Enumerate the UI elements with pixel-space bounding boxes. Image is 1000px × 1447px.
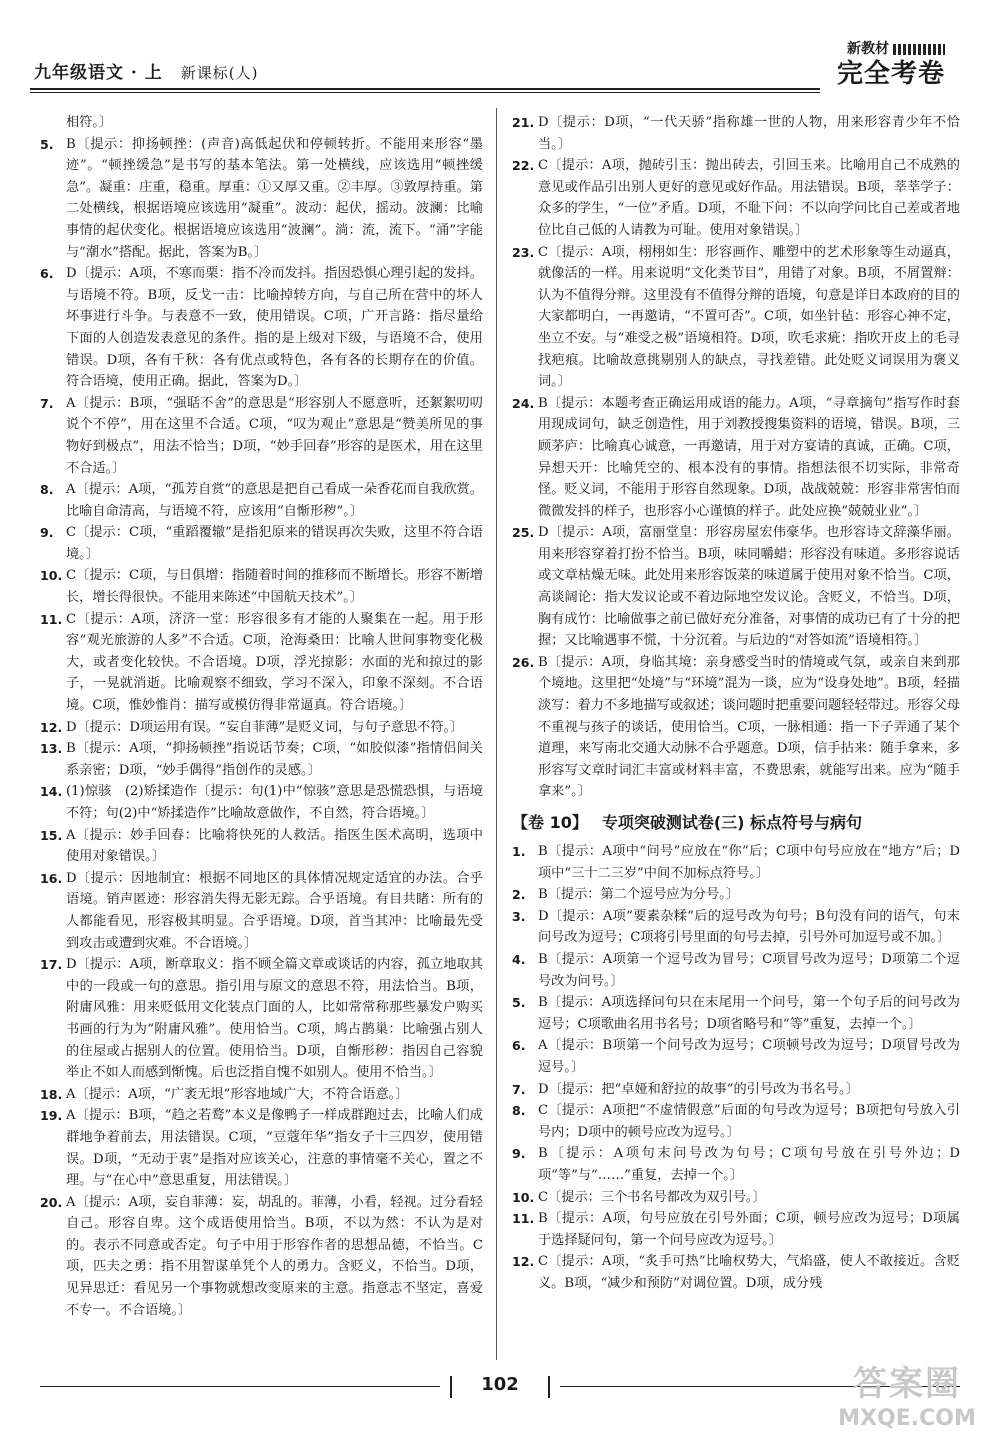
answer-number: 23. [512,244,535,260]
answer-text: A〔提示：A项，妄自菲薄：妄，胡乱的。菲薄，小看，轻视。过分看轻自己。形容自卑。这个成语使用恰当。B项，不以为然：不认为是对的。表示不同意或否定。句子中用于形容作者的思想品德，不恰当。C项，匹夫之勇：指不用智谋单凭个人的勇力。含贬义，不恰当。D项，见异思迁：看见另一个事物就想改变原来的主意。指意志不坚定，喜爱不专一。不合语境。〕 [66,1194,483,1318]
answer-item [40,609,483,717]
book-title [34,58,258,83]
answer-text: D〔提示：因地制宜：根据不同地区的具体情况规定适宜的办法。合乎语境。销声匿迹：形容消失得无影无踪。合乎语境。有目共睹：所有的人都能看见，形容极其明显。合乎语境。D项，首当其冲：比喻最先受到攻击或遭到灾难。不合语境。〕 [66,870,483,951]
answer-item [40,393,483,479]
page-number: 102 [481,1374,519,1395]
answer-item [40,717,483,739]
answer-item [512,949,960,992]
answer-item [40,954,483,1084]
answer-number: 7. [512,1081,526,1097]
answer-text: C〔提示：A项，“炙手可热”比喻权势大，气焰盛，使人不敢接近。含贬义。B项，“减少和预防”对调位置。D项，成分残 [538,1254,960,1291]
answer-text: C〔提示：三个书名号都改为双引号。〕 [538,1189,766,1205]
brand-stripe-icon [893,44,945,55]
answer-number: 17. [40,957,63,973]
answer-item [512,906,960,949]
answer-text: B〔提示：A项选择问句只在末尾用一个问号，第一个句子后的问号改为逗号；C项歌曲名用书名号；D项省略号和“等”重复，去掉一个。〕 [538,995,960,1032]
answer-number: 6. [512,1038,526,1054]
answer-item [512,1035,960,1078]
header-rule [30,88,820,90]
answer-number: 11. [512,1211,535,1227]
answer-number: 24. [512,395,535,411]
answer-text: B〔提示：本题考查正确运用成语的能力。A项，“寻章摘句”指写作时套用现成词句，缺乏创造性，用于刘教授搜集资料的语境，错误。B项，三顾茅庐：比喻真心诚意，一再邀请，用于对方宴请的真诚，正确。C项，异想天开：比喻凭空的、根本没有的事情。指想法很不切实际，非常奇怪。贬义词，不能用于形容自然现象。D项，战战兢兢：形容非常害怕而微微发抖的样子，也形容小心谨慎的样子。此处应换“兢兢业业”。〕 [538,395,960,519]
answer-number: 19. [40,1108,63,1124]
answer-number: 8. [512,1103,526,1119]
answers-volume-10 [512,841,960,1294]
answer-text: D〔提示：A项，不寒而栗：指不冷而发抖。指因恐惧心理引起的发抖。与语境不符。B项，反戈一击：比喻掉转方向，与自己所在营中的坏人坏事进行斗争。与表意不一致，使用错误。C项，广开言路：指尽量给下面的人创造发表意见的条件。指的是上级对下级，与语境不合，使用错误。D项，各有千秋：各有优点或特色，各有各的长期存在的价值。符合语境，使用正确。据此，答案为D。〕 [66,266,483,390]
grade-subject: 九年级语文 · 上 [34,63,163,83]
brand-name: 完全考卷 [836,59,945,89]
answer-item [512,992,960,1035]
answer-item [512,652,960,803]
answer-item [512,841,960,884]
answer-number: 10. [40,568,63,584]
answer-number: 5. [40,136,54,152]
answer-text: B〔提示：抑扬顿挫：(声音)高低起伏和停顿转折。不能用来形容“墨迹”。“顿挫缓急”是书写的基本笔法。第一处横线，应该选用“顿挫缓急”。凝重：庄重，稳重。厚重：①又厚又重。②丰厚。③敦厚持重。第二处横线，根据语境应该选用“凝重”。波动：起伏，摇动。波澜：比喻事情的起伏变化。根据语境应该选用“波澜”。淌：流，流下。“涌”字能与“潮水”搭配。据此，答案为B。〕 [66,136,483,260]
answer-text: A〔提示：B项，“强聒不舍”的意思是“形容别人不愿意听，还絮絮叨叨说个不停”，用在这里不合适。C项，“叹为观止”意思是“赞美所见的事物好到极点”，用法不恰当；D项，“妙手回春”形容的是医术，用在这里不合适。〕 [66,395,483,476]
answer-text: D〔提示：把“卓娅和舒拉的故事”的引号改为书名号。〕 [538,1081,859,1097]
brand-logo [820,38,945,96]
left-column [40,112,483,1321]
answer-number: 26. [512,654,535,670]
answer-item [512,1187,960,1209]
answer-text: C〔提示：A项，抛砖引玉：抛出砖去，引回玉来。比喻用自己不成熟的意见或作品引出别人更好的意见或好作品。用法错误。B项，莘莘学子：众多的学生，“一位”矛盾。D项，不耻下问：不以向学问比自己差或者地位比自己低的人请教为可耻。使用对象错误。〕 [538,158,960,238]
page-header [30,38,945,96]
answer-number: 12. [512,1254,535,1270]
answer-text: A〔提示：A项，“广袤无垠”形容地域广大，不符合语意。〕 [66,1086,409,1102]
answer-text: (1)惊骇 (2)矫揉造作〔提示：句(1)中“惊骇”意思是恐慌恐惧，与语境不符；句(2)中“矫揉造作”比喻故意做作，不自然，符合语境。〕 [66,784,483,821]
answer-number: 1. [512,844,526,859]
curriculum-standard: 新课标(人) [180,64,259,82]
answer-number: 8. [40,482,54,498]
answer-item [40,738,483,781]
answer-item [512,242,960,393]
answer-text: C〔提示：A项，济济一堂：形容很多有才能的人聚集在一起。用于形容“观光旅游的人多”不合适。C项，沧海桑田：比喻人世间事物变化极大，或者变化较快。不合语境。D项，浮光掠影：水面的光和掠过的影子，一晃就消逝。比喻观察不细致，学习不深入，印象不深刻。不合语境。C项，惟妙惟肖：描写或模仿得非常逼真。符合语境。〕 [66,611,483,714]
answer-number: 4. [512,951,526,967]
answer-item [40,479,483,522]
answer-text: D〔提示：D项运用有误。“妄自菲薄”是贬义词，与句子意思不符。〕 [66,719,464,735]
right-column [512,112,960,1294]
answer-text: B〔提示：A项句末问号改为句号；C项句号放在引号外边；D项“等”与“……”重复，去掉一个。〕 [538,1146,960,1183]
answer-text: C〔提示：A项把“不虚情假意”后面的句号改为逗号；B项把句号放入引号内；D项中的顿号应改为逗号。〕 [538,1103,960,1140]
answer-text: C〔提示：A项，栩栩如生：形容画作、雕塑中的艺术形象等生动逼真，就像活的一样。用来说明“文化类节目”，用错了对象。B项，不屑置辩：认为不值得分辩。这里没有不值得分辩的语境，句意是详日本政府的目的大家都明白，一再邀请，“不置可否”。C项，如坐针毡：形容心神不定，坐立不安。与“难受之极”语境相符。D项，吹毛求疵：指吹开皮上的毛寻找疤痕。比喻故意挑剔别人的缺点，寻找差错。此处贬义词误用为褒义词。〕 [538,244,960,390]
answer-number: 2. [512,887,526,903]
answer-text: A〔提示：妙手回春：比喻将快死的人救活。指医生医术高明，选项中使用对象错误。〕 [66,827,483,865]
answer-item [40,1084,483,1106]
answer-text: C〔提示：C项，“重蹈覆辙”是指犯原来的错误再次失败，这里不符合语境。〕 [66,525,483,562]
answer-number: 3. [512,908,526,924]
section-title: 专项突破测试卷(三) 标点符号与病句 [601,813,863,832]
brand-subtitle: 新教材 [847,41,889,57]
answer-item [512,884,960,906]
answer-item [40,1105,483,1191]
answer-number: 14. [40,784,63,800]
answer-item [40,522,483,565]
answer-number: 25. [512,525,535,541]
answer-number: 13. [40,741,63,757]
answer-item [40,1192,483,1322]
answer-number: 6. [40,266,54,282]
answer-item [40,112,483,134]
answer-item [40,263,483,393]
section-tag: 【卷 10】 [512,813,588,832]
answer-text: C〔提示：C项，与日俱增：指随着时间的推移而不断增长。形容不断增长，增长得很快。不能用来陈述“中国航天技术”。〕 [66,568,483,606]
answer-item [512,1100,960,1143]
section-heading [512,807,960,839]
answer-number: 10. [512,1189,535,1205]
answer-item [512,1251,960,1294]
column-divider [496,108,497,1360]
watermark-mark: 答案圈 [853,1364,961,1404]
answer-item [40,781,483,824]
answer-text: A〔提示：B项，“趋之若鹜”本义是像鸭子一样成群跑过去，比喻人们成群地争着前去，用法错误。C项，“豆蔻年华”指女子十三四岁，使用错误。D项，“无动于衷”是指对应该关心，注意的事情毫不关心，置之不理。与“在心中”意思重复，用法错误。〕 [66,1108,483,1189]
answer-text: A〔提示：A项，“孤芳自赏”的意思是把自己看成一朵香花而自我欣赏。比喻自命清高，与语境不符，应该用“自惭形秽”。〕 [66,482,483,519]
answer-item [512,1208,960,1251]
answer-text: D〔提示：A项，富丽堂皇：形容房屋宏伟豪华。也形容诗文辞藻华丽。用来形容穿着打扮不恰当。B项，味同嚼蜡：形容没有味道。多形容说话或文章枯燥无味。此处用来形容饭菜的味道属于使用对象不恰当。C项，高谈阔论：指大发议论或不着边际地空发议论。含贬义，不恰当。D项，胸有成竹：比喻做事之前已做好充分准备，对事情的成功已有了十分的把握；又比喻遇事不慌，十分沉着。与后边的“对答如流”语境相符。〕 [538,525,960,649]
answer-item [40,565,483,608]
answer-number: 9. [512,1146,526,1162]
answer-item [40,825,483,868]
header-rule-thin [30,92,820,93]
answer-number: 16. [40,870,63,886]
answer-number: 22. [512,158,535,174]
answer-text: B〔提示：A项，“抑扬顿挫”指说话节奏；C项，“如胶似漆”指情侣间关系亲密；D项，“妙手偶得”指创作的灵感。〕 [66,741,483,778]
answer-text: D〔提示：A项“要素杂糅”后的逗号改为句号；B句没有问的语气，句末问号改为逗号；C项将引号里面的句号去掉，引号外可加逗号或不加。〕 [538,908,960,946]
answer-item [512,112,960,155]
answer-text: B〔提示：第二个逗号应为分号。〕 [538,887,739,903]
answer-text: B〔提示：A项，句号应放在引号外面；C项，顿号应改为逗号；D项属于选择疑问句，第一个问号应改为逗号。〕 [538,1211,960,1248]
answer-number: 20. [40,1194,63,1210]
page-footer [40,1372,960,1402]
answer-item [512,1143,960,1186]
answer-item [512,1079,960,1101]
answer-item [40,134,483,264]
answer-item [40,868,483,954]
answers-volume-9-continued [512,112,960,803]
footer-bar-right [548,1376,550,1398]
answer-number: 15. [40,827,63,843]
watermark-url: MXQE.COM [838,1406,976,1431]
answer-number: 12. [40,719,63,735]
answer-text: B〔提示：A项，身临其境：亲身感受当时的情境或气氛，或亲自来到那个境地。这里把“处境”与“环境”混为一谈，应为“设身处地”。B项，轻描淡写：着力不多地描写或叙述；谈问题时把重要问题轻轻带过。形容父母不重视与孩子的谈话，使用恰当。C项，一脉相通：指一下子弄通了某个道理，来写南北交通大动脉不合乎题意。D项，信手拈来：随手拿来，多形容写文章时词汇丰富或材料丰富，不费思索，就能写出来。应为“随手拿来”。〕 [538,654,960,800]
answer-number: 11. [40,611,63,627]
answer-number: 5. [512,995,526,1011]
answer-item [512,155,960,241]
answer-text: D〔提示：A项，断章取义：指不顾全篇文章或谈话的内容，孤立地取其中的一段或一句的意思。指引用与原文的意思不符，用法恰当。B项，附庸风雅：用来贬低用文化装点门面的人，比如常常称那些暴发户购买书画的行为为“附庸风雅”。使用恰当。C项，鸠占鹊巢：比喻强占别人的住屋或占据别人的位置。使用恰当。D项，自惭形秽：指因自己容貌举止不如人而感到惭愧。后也泛指自愧不如别人。使用不恰当。〕 [66,957,483,1081]
watermark-logo [832,1362,982,1440]
answer-text: 相符。〕 [66,115,113,130]
answer-number: 7. [40,395,54,411]
answer-item [512,522,960,652]
answer-text: D〔提示：D项，“一代天骄”指称雄一世的人物，用来形容青少年不恰当。〕 [538,115,960,152]
answer-text: B〔提示：A项第一个逗号改为冒号；C项冒号改为逗号；D项第二个逗号改为问号。〕 [538,951,960,989]
answer-item [512,393,960,523]
answer-number: 9. [40,525,54,541]
answer-text: B〔提示：A项中“问号”应放在“你”后；C项中句号应放在“地方”后；D项中“三十二三岁”中间不加标点符号。〕 [538,844,960,881]
answer-text: A〔提示：B项第一个问号改为逗号；C项顿号改为逗号；D项冒号改为逗号。〕 [538,1038,960,1075]
answer-number: 18. [40,1086,63,1102]
answer-number: 21. [512,115,535,130]
